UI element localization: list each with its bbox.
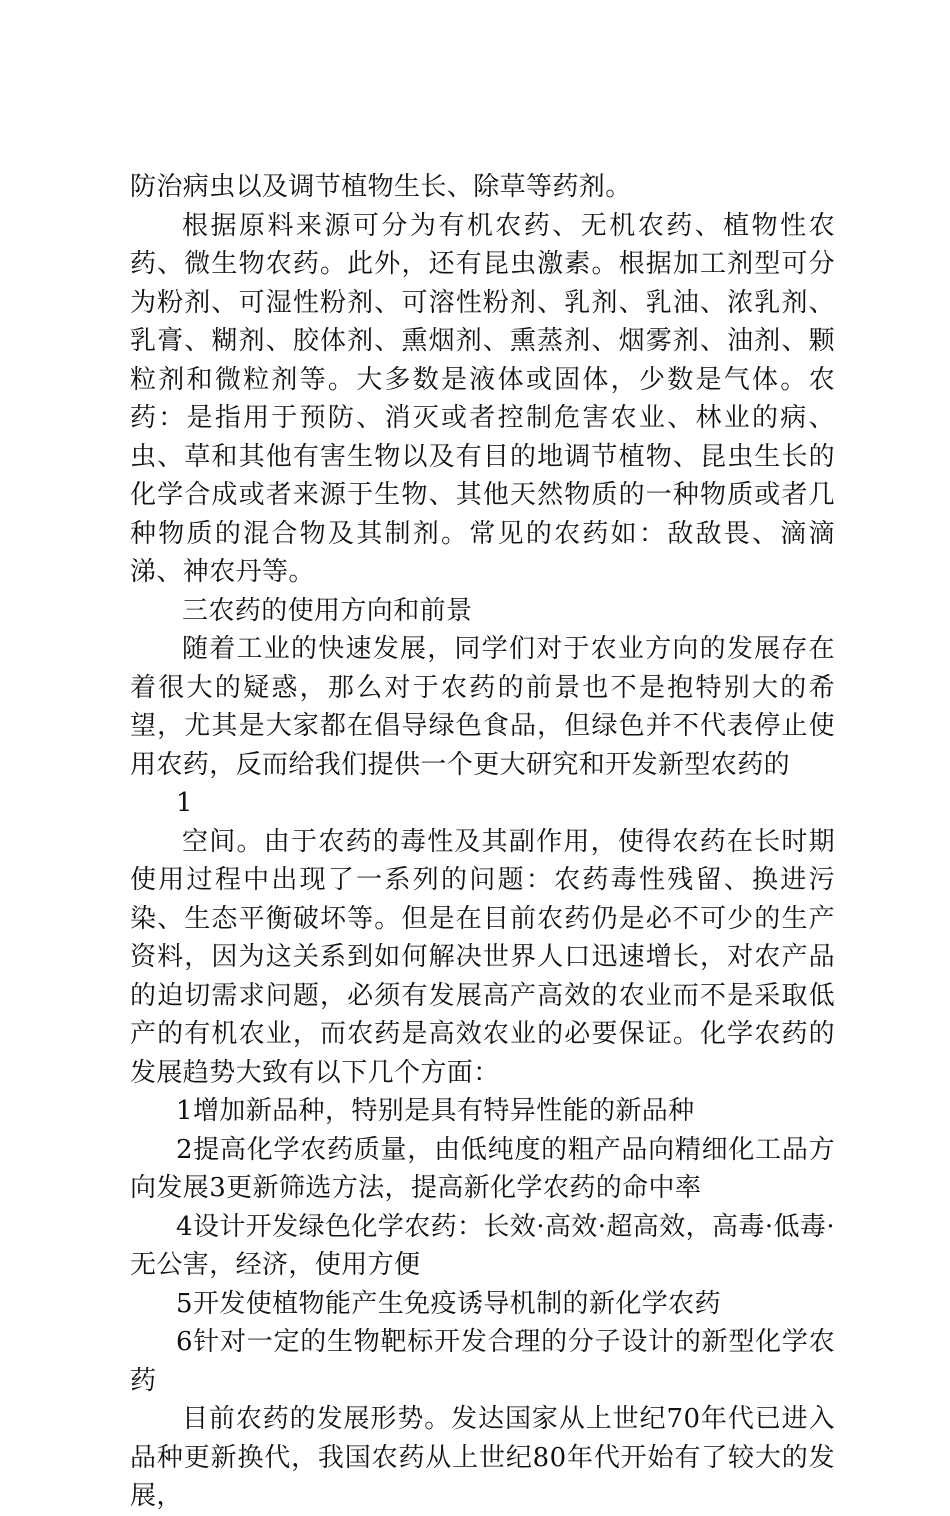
page-number: 1 [176,788,193,818]
document-body [130,168,835,1516]
paragraph-development-situation: 目前农药的发展形势。发达国家从上世纪70年代已进入品种更新换代，我国农药从上世纪80年代开始有了较大的发展， [130,1404,835,1511]
list-item: 2提高化学农药质量，由低纯度的粗产品向精细化工品方向发展3更新筛选方法，提高新化学农药的命中率 [130,1134,835,1203]
section-heading: 三农药的使用方向和前景 [182,595,473,626]
list-item: 6针对一定的生物靶标开发合理的分子设计的新型化学农药 [130,1327,835,1396]
list-item: 4设计开发绿色化学农药：长效·高效·超高效，高毒·低毒·无公害，经济，使用方便 [130,1211,835,1280]
paragraph-continuation: 防治病虫以及调节植物生长、除草等药剂。 [130,172,632,202]
list-item: 5开发使植物能产生免疫诱导机制的新化学农药 [176,1288,721,1319]
paragraph-pesticide-classification: 根据原料来源可分为有机农药、无机农药、植物性农药、微生物农药。此外，还有昆虫激素。根据加工剂型可分为粉剂、可湿性粉剂、可溶性粉剂、乳剂、乳油、浓乳剂、乳膏、糊剂、胶体剂、熏烟剂、熏蒸剂、烟雾剂、油剂、颗粒剂和微粒剂等。大多数是液体或固体，少数是气体。农药：是指用于预防、消灭或者控制危害农业、林业的病、虫、草和其他有害生物以及有目的地调节植物、昆虫生长的化学合成或者来源于生物、其他天然物质的一种物质或者几种物质的混合物及其制剂。常见的农药如：敌敌畏、滴滴涕、神农丹等。 [130,210,835,587]
list-item: 1增加新品种，特别是具有特异性能的新品种 [176,1096,695,1126]
paragraph-prospects: 随着工业的快速发展，同学们对于农业方向的发展存在着很大的疑惑，那么对于农药的前景也不是抱特别大的希望，尤其是大家都在倡导绿色食品，但绿色并不代表停止使用农药，反而给我们提供一个更大研究和开发新型农药的 [130,634,835,780]
paragraph-problems: 空间。由于农药的毒性及其副作用，使得农药在长时期使用过程中出现了一系列的问题：农药毒性残留、换进污染、生态平衡破坏等。但是在目前农药仍是必不可少的生产资料，因为这关系到如何解决世界人口迅速增长，对农产品的迫切需求问题，必须有发展高产高效的农业而不是采取低产的有机农业，而农药是高效农业的必要保证。化学农药的发展趋势大致有以下几个方面： [130,826,835,1088]
